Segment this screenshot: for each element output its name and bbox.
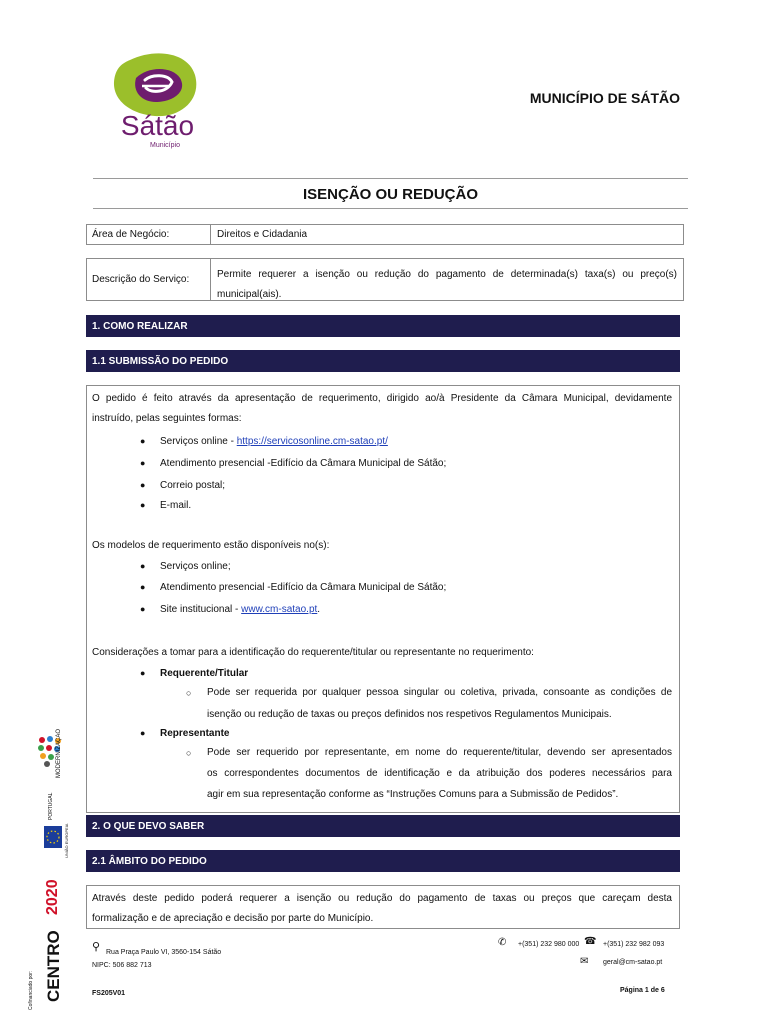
paragraph: Os modelos de requerimento estão disponíveis no(s): xyxy=(92,540,330,551)
paragraph: O pedido é feito através da apresentação de requerimento, dirigido ao/à Presidente da Câmara Municipal, devidamente xyxy=(92,393,672,404)
representante-text: os correspondentes documentos de identificação e da atribuição dos poderes necessários para xyxy=(207,768,672,779)
service-description-row xyxy=(86,258,684,301)
document-code: FS205V01 xyxy=(92,990,126,997)
bullet-icon: ● xyxy=(140,604,146,614)
list-item: Correio postal; xyxy=(160,480,226,491)
fax-number: +(351) 232 982 093 xyxy=(603,941,665,948)
fax-icon: ☎ xyxy=(584,936,597,947)
list-item: Atendimento presencial -Edifício da Câmara Municipal de Sátão; xyxy=(160,582,447,593)
service-description-label: Descrição do Serviço: xyxy=(87,259,211,300)
eu-text: UNIÃO EUROPEIA xyxy=(64,823,69,858)
portugal-text: PORTUGAL xyxy=(48,792,54,820)
paragraph: Através deste pedido poderá requerer a isenção ou redução do pagamento de taxas ou preços que careçam desta xyxy=(92,893,672,904)
centro-2020-logo: CENTRO xyxy=(44,930,63,1002)
list-item: Serviços online - https://servicosonline.cm-satao.pt/ xyxy=(160,436,388,447)
website-link[interactable]: www.cm-satao.pt xyxy=(241,604,318,615)
business-area-row xyxy=(86,224,684,245)
phone-icon: ✆ xyxy=(498,937,507,948)
requerente-title: Requerente/Titular xyxy=(160,668,249,679)
paragraph: formalização e de apreciação e decisão por parte do Município. xyxy=(92,913,374,924)
bullet-icon: ● xyxy=(140,728,146,738)
list-item: E-mail. xyxy=(160,500,192,511)
bullet-icon: ● xyxy=(140,500,146,510)
list-item: Serviços online; xyxy=(160,561,231,572)
satao-logo xyxy=(110,50,205,155)
bullet-icon: ● xyxy=(140,561,146,571)
service-description-line: Permite requerer a isenção ou redução do pagamento de determinada(s) taxa(s) ou preço(s) xyxy=(217,269,677,280)
requerente-text: isenção ou redução de taxas ou preços definidos nos respetivos Regulamentos Municipais. xyxy=(207,709,612,720)
online-services-link[interactable]: https://servicosonline.cm-satao.pt/ xyxy=(236,436,388,447)
phone-number: +(351) 232 980 000 xyxy=(518,941,580,948)
section-heading: 1. COMO REALIZAR xyxy=(86,315,680,337)
circle-bullet-icon: ○ xyxy=(186,688,192,698)
document-title: ISENÇÃO OU REDUÇÃO xyxy=(302,186,478,203)
location-pin-icon: ⚲ xyxy=(92,941,101,953)
section-heading: 2. O QUE DEVO SABER xyxy=(86,815,680,837)
logo-subtext: Município xyxy=(150,142,180,149)
email: geral@cm-satao.pt xyxy=(603,959,663,966)
bullet-icon: ● xyxy=(140,436,146,446)
bullet-icon: ● xyxy=(140,458,146,468)
modernization-text: MODERNIZAÇÃO xyxy=(56,728,62,778)
divider xyxy=(93,178,688,179)
paragraph: instruído, pelas seguintes formas: xyxy=(92,413,242,424)
business-area-label: Área de Negócio: xyxy=(87,225,211,244)
representante-text: Pode ser requerido por representante, em nome do requerente/titular, devendo ser apresentados xyxy=(207,747,672,758)
cofinanced-label: Cofinanciado por: xyxy=(28,970,34,1010)
municipality-name: MUNICÍPIO DE SÁTÃO xyxy=(529,90,680,106)
bullet-icon: ● xyxy=(140,480,146,490)
business-area-value: Direitos e Cidadania xyxy=(217,229,308,240)
email-icon: ✉ xyxy=(580,956,589,967)
paragraph: Considerações a tomar para a identificação do requerente/titular ou representante no requerimento: xyxy=(92,647,534,658)
subsection-heading: 2.1 ÂMBITO DO PEDIDO xyxy=(86,850,680,872)
address: Rua Praça Paulo VI, 3560-154 Sátão xyxy=(106,949,222,956)
list-item: Atendimento presencial -Edifício da Câmara Municipal de Sátão; xyxy=(160,458,447,469)
eu-flag-icon xyxy=(44,826,62,848)
logo-text: Sátão xyxy=(120,110,195,141)
list-item: Site institucional - www.cm-satao.pt. xyxy=(160,604,321,615)
page-number: Página 1 de 6 xyxy=(620,987,665,994)
representante-text: agir em sua representação conforme as “Instruções Comuns para a Submissão de Pedidos”. xyxy=(207,789,619,800)
circle-bullet-icon: ○ xyxy=(186,748,192,758)
bullet-icon: ● xyxy=(140,668,146,678)
subsection-heading: 1.1 SUBMISSÃO DO PEDIDO xyxy=(86,350,680,372)
requerente-text: Pode ser requerida por qualquer pessoa singular ou coletiva, privada, consoante as condições de xyxy=(207,687,672,698)
representante-title: Representante xyxy=(160,728,230,739)
bullet-icon: ● xyxy=(140,582,146,592)
nipc: NIPC: 506 882 713 xyxy=(92,962,152,969)
service-description-line: municipal(ais). xyxy=(217,289,282,300)
portugal-2020-logo: 2020 xyxy=(44,879,61,915)
divider xyxy=(93,208,688,209)
